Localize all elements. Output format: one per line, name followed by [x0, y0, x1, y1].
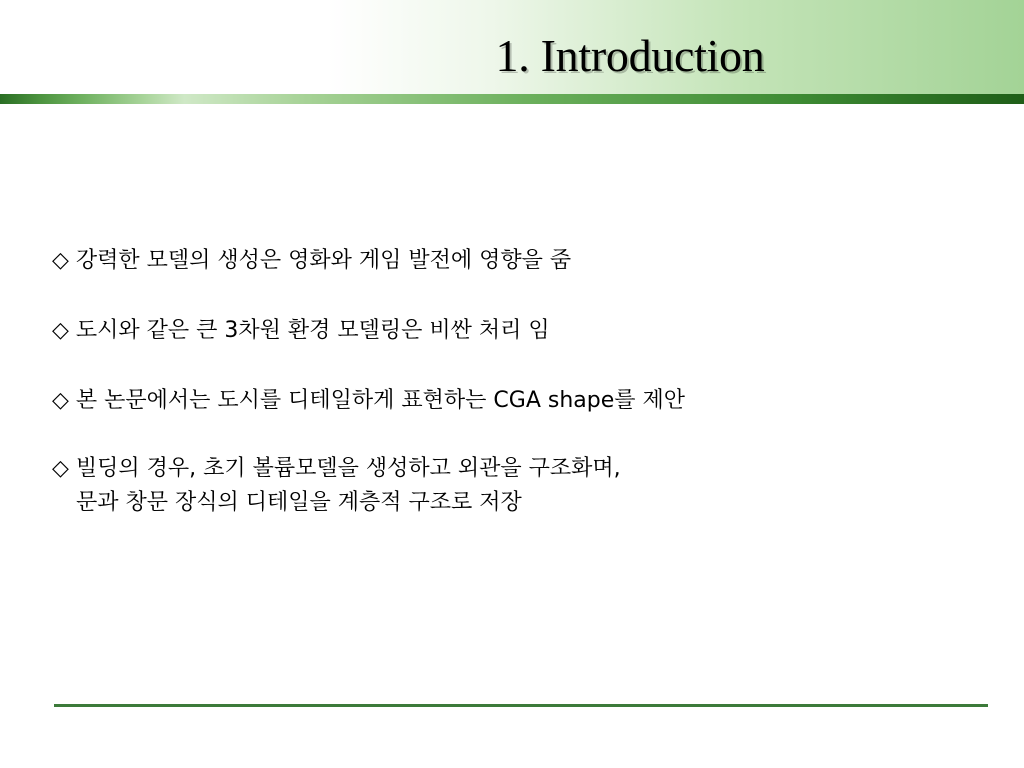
footer-divider	[54, 704, 988, 707]
bullet-item-continuation: 문과 창문 장식의 디테일을 계층적 구조로 저장	[76, 490, 522, 515]
slide-title: 1. Introduction	[495, 30, 765, 81]
title-divider	[0, 94, 1024, 104]
bullet-item: ◇ 도시와 같은 큰 3차원 환경 모델링은 비싼 처리 임	[52, 318, 550, 343]
bullet-item: ◇ 본 논문에서는 도시를 디테일하게 표현하는 CGA shape를 제안	[52, 388, 686, 413]
bullet-item: ◇ 빌딩의 경우, 초기 볼륨모델을 생성하고 외관을 구조화며,	[52, 456, 621, 481]
bullet-item: ◇ 강력한 모델의 생성은 영화와 게임 발전에 영향을 줌	[52, 248, 572, 273]
